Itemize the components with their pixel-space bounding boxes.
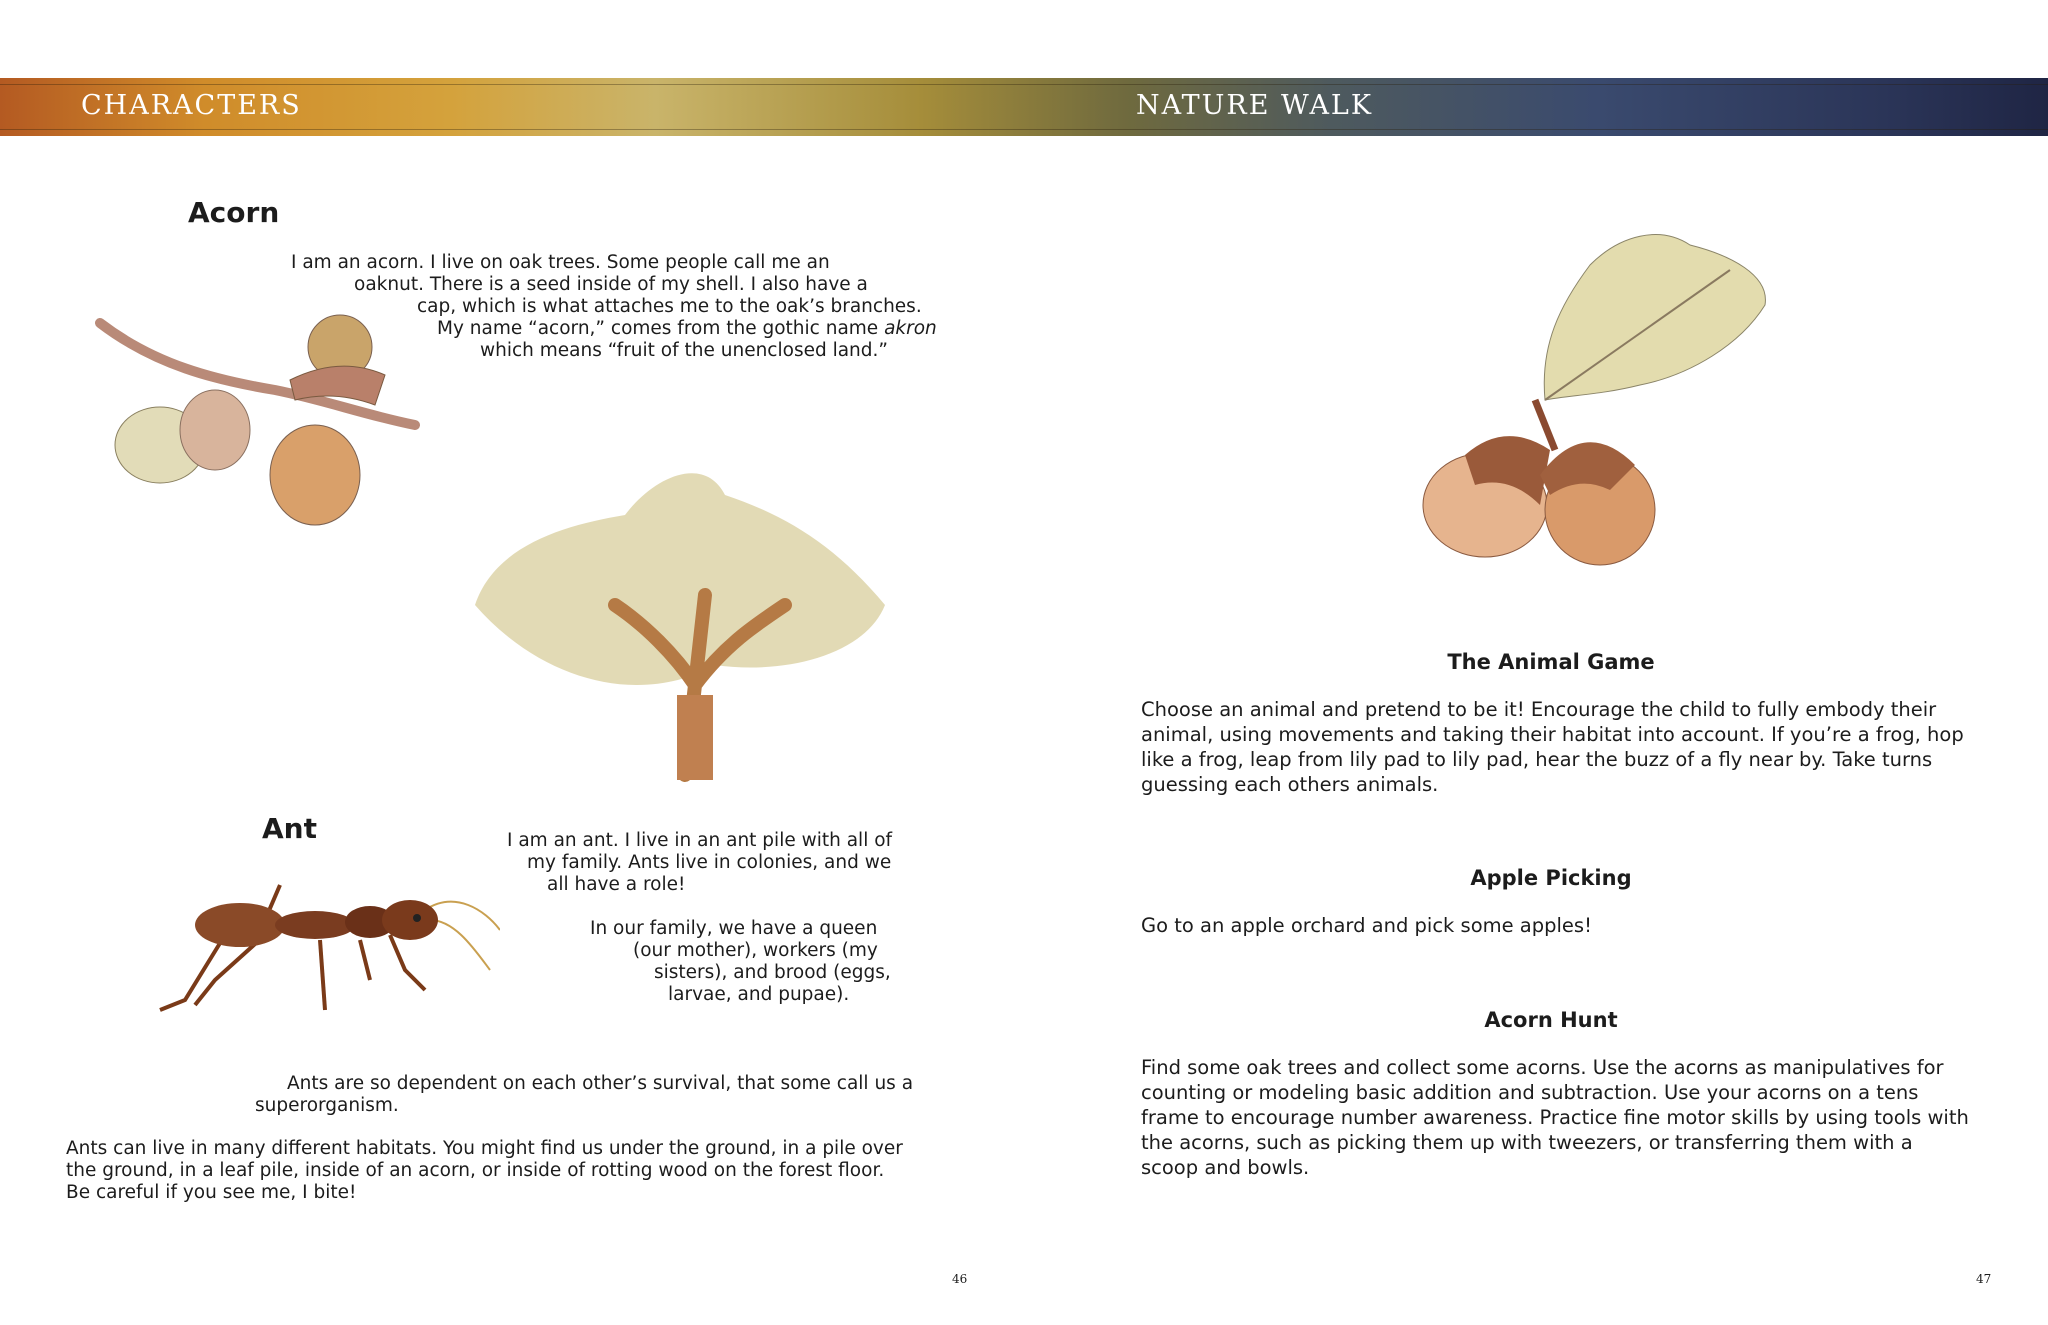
acorn-text-line: cap, which is what attaches me to the oak’s branches.	[417, 296, 922, 317]
ant-text-line: larvae, and pupae).	[668, 984, 850, 1005]
ant-superorganism-line: superorganism.	[255, 1095, 399, 1116]
oak-tree-illustration	[455, 455, 895, 785]
ant-superorganism-line: Ants are so dependent on each other’s survival, that some call us a	[287, 1073, 914, 1094]
ant-heading: Ant	[262, 812, 317, 845]
acorn-text-line	[437, 318, 937, 340]
acorn-text-line: I am an acorn. I live on oak trees. Some people call me an	[291, 252, 830, 273]
ant-illustration	[155, 880, 500, 1020]
acorn-text-span: My name “acorn,” comes from the gothic name	[437, 318, 885, 339]
page-number-right: 47	[1976, 1272, 1992, 1286]
header-band	[0, 78, 2048, 136]
ant-text-line: my family. Ants live in colonies, and we	[527, 852, 892, 873]
oak-leaf-acorns-illustration	[1390, 225, 1780, 575]
section-text: Find some oak trees and collect some acorns. Use the acorns as manipulatives for counting or modeling basic addition and subtraction. Use your acorns on a tens frame to encourage number awareness. Practice fine motor skills by using tools with the acorns, such as picking them up with tweezers, or transferring them with a scoop and bowls.	[1141, 1056, 1969, 1179]
page-number-left: 46	[952, 1272, 968, 1286]
section-text: Choose an animal and pretend to be it! Encourage the child to fully embody their animal, using movements and taking their habitat into account. If you’re a frog, hop like a frog, leap from lily pad to lily pad, hear the buzz of a fly near by. Take turns guessing each others animals.	[1141, 698, 1964, 796]
section-heading: Acorn Hunt	[1484, 1008, 1618, 1032]
ant-habitat-line: Ants can live in many different habitats. You might find us under the ground, in a pile over	[66, 1138, 903, 1159]
ant-habitat-line: Be careful if you see me, I bite!	[66, 1182, 357, 1203]
section-text: Go to an apple orchard and pick some apples!	[1141, 914, 1592, 937]
acorn-text-line: which means “fruit of the unenclosed land.”	[480, 340, 888, 361]
acorn-branch-illustration	[95, 305, 425, 535]
ant-text-line: I am an ant. I live in an ant pile with all of	[507, 830, 893, 851]
acorn-text-line: oaknut. There is a seed inside of my shell. I also have a	[354, 274, 868, 295]
ant-habitat-line: the ground, in a leaf pile, inside of an acorn, or inside of rotting wood on the forest floor.	[66, 1160, 885, 1181]
section-heading: The Animal Game	[1447, 650, 1655, 674]
ant-text-line: In our family, we have a queen	[590, 918, 878, 939]
acorn-italic-word: akron	[884, 318, 937, 339]
section-heading: Apple Picking	[1470, 866, 1632, 890]
ant-text-line: (our mother), workers (my	[633, 940, 878, 961]
acorn-heading: Acorn	[188, 196, 280, 229]
section-title-nature-walk: NATURE WALK	[1136, 90, 1374, 121]
ant-text-line: sisters), and brood (eggs,	[654, 962, 891, 983]
section-title-characters: CHARACTERS	[81, 90, 302, 121]
ant-text-line: all have a role!	[547, 874, 686, 895]
